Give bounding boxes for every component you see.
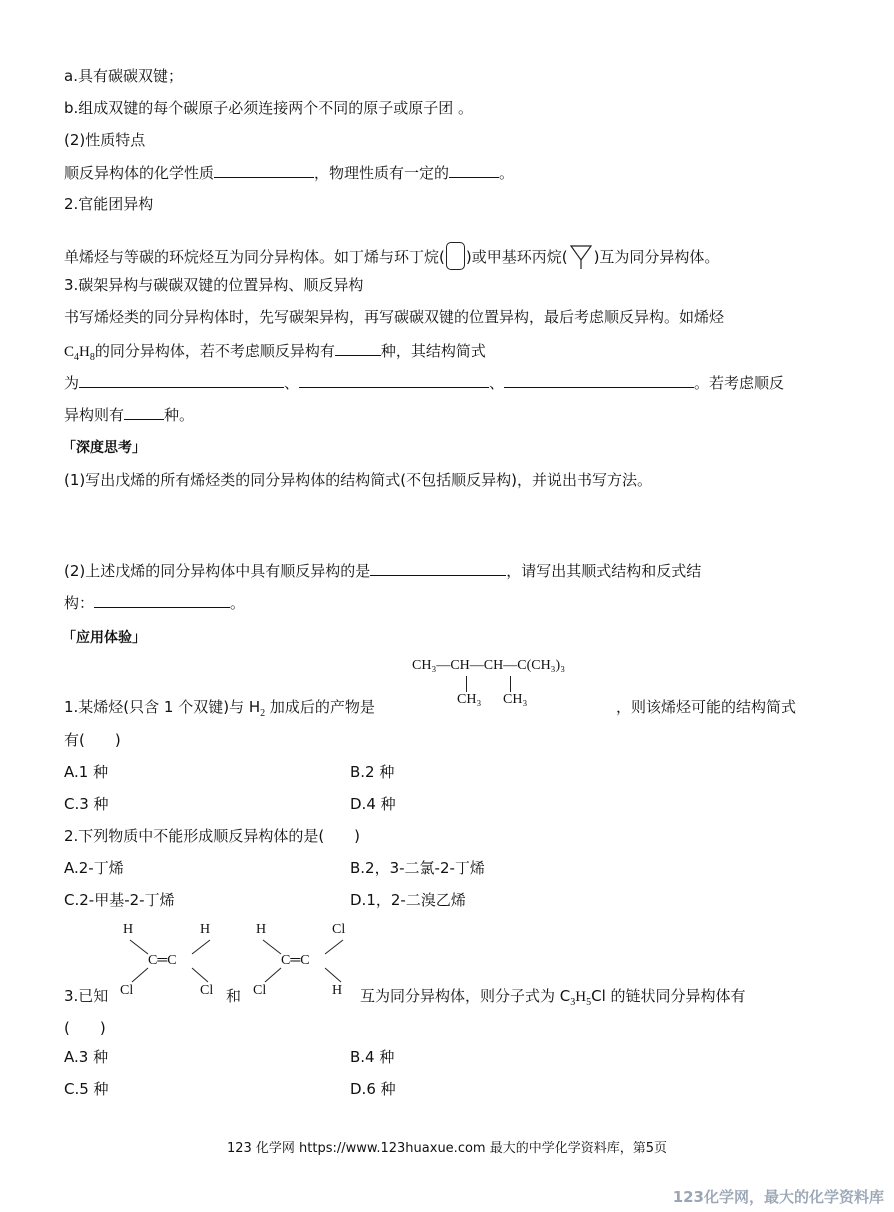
question-text: 和 xyxy=(226,987,242,1005)
answer-blank xyxy=(94,592,230,608)
option-a: A.3 种 xyxy=(64,1048,109,1066)
text-line: 2.官能团异构 xyxy=(64,195,154,213)
text-line: $C_4H_8$的同分异构体，若不考虑顺反异构有 种，其结构简式 xyxy=(64,342,486,363)
option-a: A.2-丁烯 xyxy=(64,859,124,877)
option-b: B.2 种 xyxy=(350,763,395,781)
option-c: C.3 种 xyxy=(64,795,109,813)
text-line: 异构则有 种。 xyxy=(64,406,195,424)
text-line: 单烯烃与等碳的环烷烃互为同分异构体。如丁烯与环丁烷( )或甲基环丙烷( )互为同分异构体。 xyxy=(64,242,719,270)
question-text: ( ) xyxy=(64,1019,106,1037)
cyclobutane-icon xyxy=(446,242,465,270)
answer-blank xyxy=(79,372,284,388)
option-d: D.4 种 xyxy=(350,795,396,813)
page-footer: 123 化学网 https://www.123huaxue.com 最大的中学化学资料库，第5页 xyxy=(226,1141,667,1156)
option-d: D.1，2-二溴乙烯 xyxy=(350,891,466,909)
answer-blank xyxy=(335,340,381,356)
text-line: 为 、 、 。若考虑顺反 xyxy=(64,374,785,392)
option-d: D.6 种 xyxy=(350,1080,396,1098)
option-c: C.2-甲基-2-丁烯 xyxy=(64,891,175,909)
text-line: 书写烯烃类的同分异构体时，先写碳架异构，再写碳碳双键的位置异构，最后考虑顺反异构。如烯烃 xyxy=(64,308,725,326)
text-line: 3.碳架异构与碳碳双键的位置异构、顺反异构 xyxy=(64,276,364,294)
question-text: 有( ) xyxy=(64,731,121,749)
watermark: 123化学网，最大的化学资料库 xyxy=(672,1188,884,1206)
option-c: C.5 种 xyxy=(64,1080,109,1098)
answer-blank xyxy=(299,372,489,388)
question-text: (1)写出戊烯的所有烯烃类的同分异构体的结构简式(不包括顺反异构)，并说出书写方法。 xyxy=(64,471,652,489)
section-heading: 「应用体验」 xyxy=(62,630,146,646)
question-text: 3.已知 xyxy=(64,987,109,1005)
question-text: 2.下列物质中不能形成顺反异构体的是( ) xyxy=(64,827,361,845)
answer-blank xyxy=(449,162,499,178)
question-text: 构： 。 xyxy=(64,594,246,612)
question-text: (2)上述戊烯的同分异构体中具有顺反异构的是 ，请写出其顺式结构和反式结 xyxy=(64,562,702,580)
answer-blank xyxy=(214,162,314,178)
question-text: 互为同分异构体，则分子式为 $C_3H_5Cl$ 的链状同分异构体有 xyxy=(360,987,746,1008)
option-b: B.4 种 xyxy=(350,1048,395,1066)
answer-blank xyxy=(370,560,506,576)
option-b: B.2，3-二氯-2-丁烯 xyxy=(350,859,485,877)
answer-blank xyxy=(124,404,164,420)
question-text: ，则该烯烃可能的结构简式 xyxy=(616,698,797,716)
section-heading: 「深度思考」 xyxy=(62,440,146,456)
text-line: b.组成双键的每个碳原子必须连接两个不同的原子或原子团 。 xyxy=(64,99,474,117)
question-text: 1.某烯烃(只含 1 个双键)与 $H_2$ 加成后的产物是 xyxy=(64,698,375,719)
text-line: 顺反异构体的化学性质 ，物理性质有一定的 。 xyxy=(64,164,515,182)
text-line: (2)性质特点 xyxy=(64,131,146,149)
text-line: a.具有碳碳双键； xyxy=(64,67,183,85)
answer-blank xyxy=(504,372,694,388)
option-a: A.1 种 xyxy=(64,763,109,781)
methylcyclopropane-icon xyxy=(568,244,594,270)
